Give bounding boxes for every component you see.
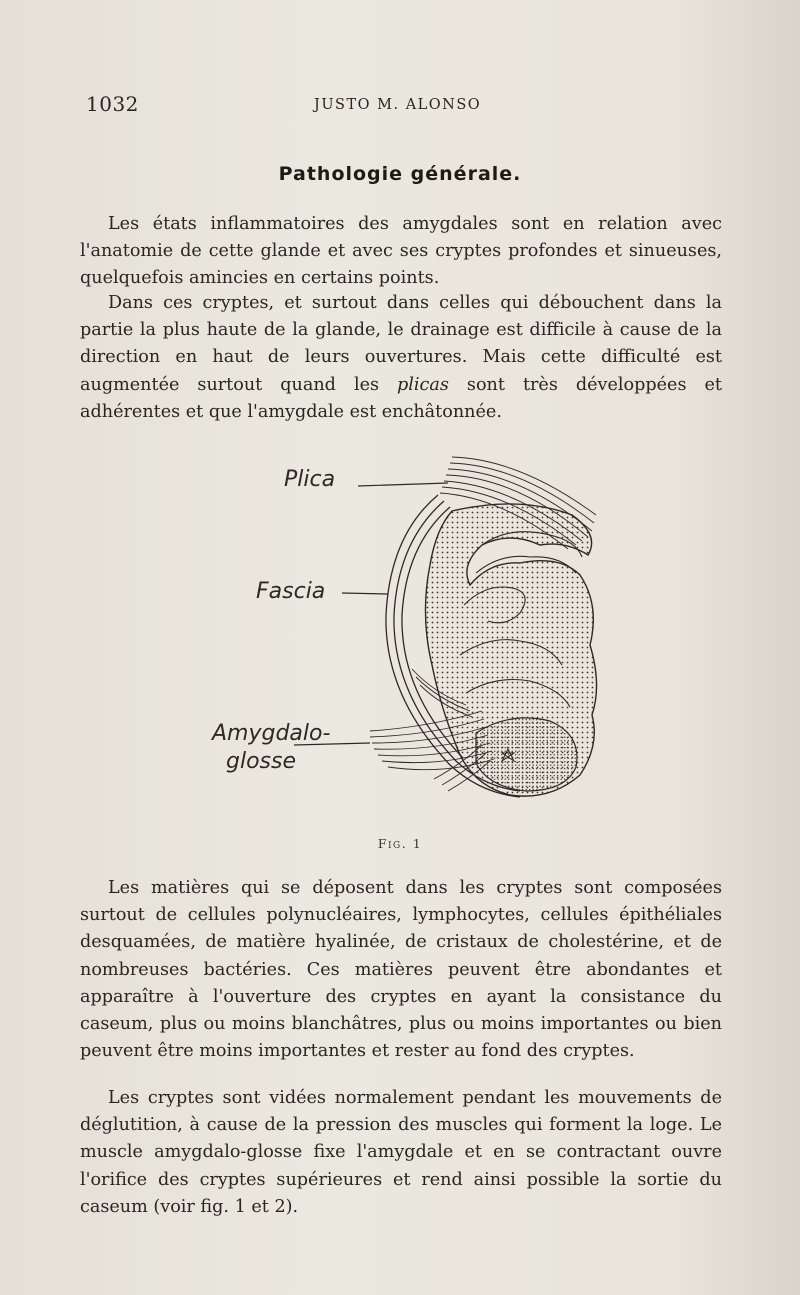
paragraph-1: Les états inflammatoires des amygdales sont en relation avec l'anatomie de cette glande et avec ses cryptes profondes et sinueuses, quelquefois amincies en certains points. <box>80 214 722 289</box>
paragraph-2-text-b: sont très développées et adhérentes et que l'amygdale est enchâtonnée. <box>80 374 722 422</box>
lower-tonsil-lobe <box>476 718 577 791</box>
tonsil-illustration <box>220 445 620 835</box>
label-amygdalo-line2: glosse <box>226 749 296 774</box>
paragraph-2-text-a: Dans ces cryptes, et surtout dans celles qui débouchent dans la partie la plus haute de la glande, le drainage est difficile à cause de la direction en haut de leurs ouvertures. Mais cette difficulté est augmentée surtout quand les <box>80 293 722 395</box>
label-amygdalo-line1: Amygdalo- <box>212 721 331 746</box>
paragraph-4: Les cryptes sont vidées normalement pendant les mouvements de déglutition, à cause de la pression des muscles qui forment la loge. Le muscle amygdalo-glosse fixe l'amygdale et en se contractant ouvre l'orifice des cryptes supérieures et rend ainsi possible la sortie du caseum (voir fig. 1 et 2). <box>80 1088 722 1217</box>
paragraph-3: Les matières qui se déposent dans les cryptes sont composées surtout de cellules polynucléaires, lymphocytes, cellules épithéliales desquamées, de matière hyalinée, de cristaux de cholestérine, et de nombreuses bactéries. Ces matières peuvent être abondantes et apparaître à l'ouverture des cryptes en ayant la consistance du caseum, plus ou moins blanchâtres, plus ou moins importantes ou bien peuvent être moins importantes et rester au fond des cryptes. <box>80 878 722 1062</box>
figure-caption: Fig. 1 <box>377 836 423 851</box>
page-header <box>86 92 726 122</box>
fascia-leader-line <box>342 593 388 594</box>
page-number: 1032 <box>86 92 139 116</box>
paragraph-2-italic-term: plicas <box>397 374 449 395</box>
running-head: JUSTO M. ALONSO <box>314 97 482 113</box>
label-plica: Plica <box>284 467 336 492</box>
plica-leader-line <box>358 483 448 486</box>
anatomical-figure <box>212 445 620 835</box>
paragraph-2 <box>80 290 722 426</box>
label-fascia: Fascia <box>256 579 326 604</box>
section-title: Pathologie générale. <box>278 163 522 185</box>
